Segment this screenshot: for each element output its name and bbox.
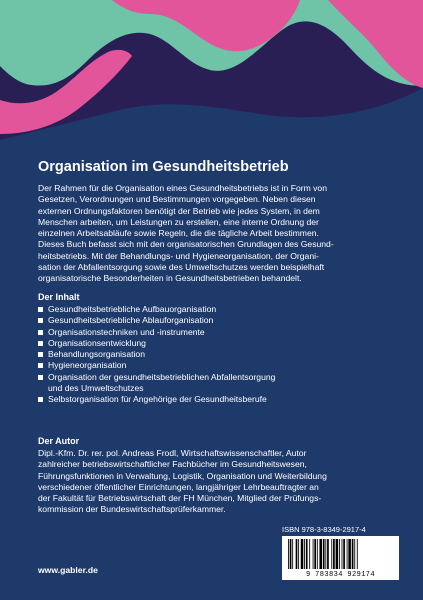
barcode-digits: 9 783834 929174 bbox=[305, 571, 375, 579]
list-item-label: Organisationsentwicklung bbox=[48, 337, 146, 348]
barcode-bar bbox=[333, 539, 335, 569]
barcode-bar bbox=[314, 539, 316, 569]
list-item-label: Organisationstechniken und -instrumente bbox=[48, 326, 205, 337]
barcode-bar bbox=[357, 539, 358, 569]
barcode-bar bbox=[339, 539, 340, 569]
barcode-bar bbox=[352, 539, 354, 569]
author-bio-line: Führungsfunktionen in Verwaltung, Logistik, Organisation und Weiterbildung bbox=[38, 470, 327, 481]
barcode-bar bbox=[317, 539, 318, 569]
description bbox=[38, 183, 398, 284]
list-item-label: Organisation der gesundheitsbetrieblichen Abfallentsorgung bbox=[48, 371, 276, 382]
contents-list bbox=[38, 304, 398, 405]
bullet-square-icon bbox=[38, 341, 43, 346]
barcode-bar bbox=[304, 539, 305, 569]
author-bio-line: Dipl.-Kfm. Dr. rer. pol. Andreas Frodl, Wirtschaftswissenschaftler, Autor bbox=[38, 448, 307, 458]
barcode-bar bbox=[309, 539, 310, 569]
list-item-label: Behandlungsorganisation bbox=[48, 349, 145, 359]
book-title: Organisation im Gesundheitsbetrieb bbox=[38, 159, 289, 175]
description-line: externen Ordnungsfaktoren benötigt der Betrieb wie jedes System, in dem bbox=[38, 205, 320, 216]
contents-heading: Der Inhalt bbox=[38, 292, 80, 302]
description-line: sation der Abfallentsorgung sowie des Umweltschutzes werden beispielhaft bbox=[38, 261, 325, 272]
barcode-bar bbox=[342, 539, 343, 569]
description-line: Der Rahmen für die Organisation eines Gesundheitsbetriebs ist in Form von bbox=[38, 183, 327, 193]
barcode-bar bbox=[290, 539, 292, 569]
barcode-bar bbox=[323, 539, 325, 569]
barcode-bar bbox=[296, 539, 298, 569]
list-item bbox=[38, 360, 398, 371]
list-item-label: Hygieneorganisation bbox=[48, 360, 127, 371]
barcode-bar bbox=[354, 539, 355, 569]
author-bio-line: verschiedener öffentlicher Einrichtungen, langjähriger Lehrbeauftragter an bbox=[38, 481, 319, 492]
barcode-bar bbox=[298, 539, 299, 569]
author-bio-line: kommission der Bundeswirtschaftsprüferkammer. bbox=[38, 504, 226, 515]
bullet-square-icon bbox=[38, 318, 43, 323]
barcode-bar bbox=[347, 539, 348, 569]
description-line: Gesetzen, Verordnungen und Bestimmungen vorgegeben. Neben diesen bbox=[38, 194, 316, 205]
list-item bbox=[38, 338, 398, 349]
barcode-bar bbox=[343, 539, 345, 569]
bullet-square-icon bbox=[38, 363, 43, 368]
barcode-bar bbox=[327, 539, 329, 569]
author-bio-line: der Fakultät für Betriebswirtschaft der FH München, Mitglied der Prüfungs- bbox=[38, 493, 322, 503]
list-item-continuation bbox=[38, 383, 398, 394]
barcode-bar bbox=[288, 539, 289, 569]
description-line: Menschen arbeiten, um Leistungen zu erstellen, eine interne Ordnung der bbox=[38, 216, 319, 227]
author-bio bbox=[38, 448, 398, 516]
barcode-bar bbox=[325, 539, 326, 569]
list-item-label: Gesundheitsbetriebliche Ablauforganisation bbox=[48, 315, 214, 326]
list-item bbox=[38, 327, 398, 338]
barcode-bar bbox=[336, 539, 339, 569]
list-item-label: und des Umweltschutzes bbox=[48, 382, 144, 393]
description-line: heitsbetriebs. Mit der Behandlungs- und Hygieneorganisation, der Organi- bbox=[38, 250, 319, 261]
barcode bbox=[282, 536, 399, 580]
list-item-label: Selbstorganisation für Angehörige der Gesundheitsberufe bbox=[48, 394, 267, 404]
bullet-square-icon bbox=[38, 307, 43, 312]
barcode-bar bbox=[319, 539, 322, 569]
publisher-website: www.gabler.de bbox=[38, 565, 98, 575]
description-line: einzelnen Arbeitsabläufe sowie Regeln, die die tägliche Arbeit bestimmen. bbox=[38, 228, 319, 238]
bullet-square-icon bbox=[38, 330, 43, 335]
barcode-bars bbox=[286, 539, 395, 569]
list-item bbox=[38, 349, 398, 360]
barcode-bar bbox=[306, 539, 308, 569]
list-item-label: Gesundheitsbetriebliche Aufbauorganisation bbox=[48, 304, 217, 314]
list-item bbox=[38, 315, 398, 326]
description-line: organisatorische Besonderheiten in Gesundheitsbetrieben behandelt. bbox=[38, 273, 302, 283]
list-item bbox=[38, 394, 398, 405]
barcode-bar bbox=[301, 539, 304, 569]
list-item bbox=[38, 372, 398, 383]
list-item bbox=[38, 304, 398, 315]
bullet-square-icon bbox=[38, 397, 43, 402]
bullet-square-icon bbox=[38, 352, 43, 357]
decorative-header-art bbox=[0, 0, 423, 140]
barcode-bar bbox=[331, 539, 332, 569]
barcode-bar bbox=[313, 539, 314, 569]
barcode-bar bbox=[292, 539, 293, 569]
isbn-label: ISBN 978-3-8349-2917-4 bbox=[282, 525, 366, 534]
bullet-square-icon bbox=[38, 375, 43, 380]
description-line: Dieses Buch befasst sich mit den organisatorischen Grundlagen des Gesund- bbox=[38, 239, 334, 250]
author-bio-line: zahlreicher betriebswirtschaftlicher Fachbücher im Gesundheitswesen, bbox=[38, 459, 307, 470]
author-heading: Der Autor bbox=[38, 436, 80, 446]
barcode-bar bbox=[348, 539, 351, 569]
